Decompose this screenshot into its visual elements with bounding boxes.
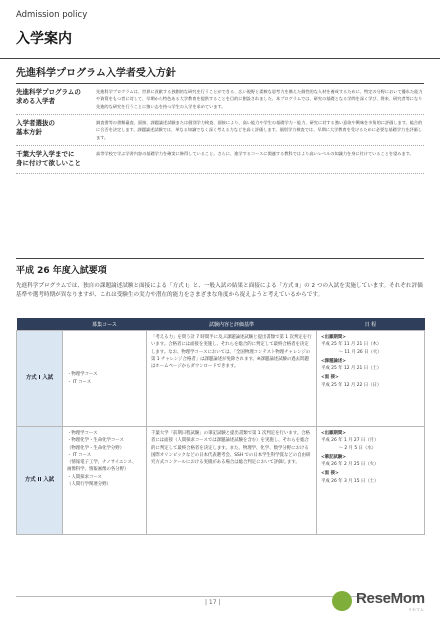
policy-title: 先進科学プログラム入学者受入方針 [16,64,424,84]
schedule-date: 平成 25 年 11 月 21 日（木） [321,342,382,348]
policy-row-label: 千葉大学入学までに 身に付けて欲しいこと [16,150,81,168]
schedule-date: 平成 26 年 3 月 15 日（土） [321,478,379,484]
course-item: ・人間探求コース （人間行学関連分野） [67,474,111,487]
schedule-heading: <課題論述> [321,358,346,364]
schedule-heading: <面 接> [321,375,339,381]
exam-guide-section [16,258,424,300]
schedule-heading: <出願期間> [321,431,346,436]
header-cell: 日 程 [317,318,425,331]
header-cell: 募集コース [63,318,147,331]
admission-policy-section [16,64,424,174]
exam-title: 平成 26 年度入試要項 [16,258,424,280]
schedule-heading: <筆記試験> [321,454,346,460]
schedule-block [321,470,420,485]
method-cell: 方式 II 入試 [17,427,63,535]
schedule-block [321,454,420,469]
schedule-date: ～ 11 月 26 日（火） [321,349,382,355]
policy-row-text: 調査書等の書類審査、面接、課題論述試験または個別学力検査、面接により、高い能力や学生の基礎学力・能力、研究に対する強い意欲や興味を多角的に評価します。総合的に合否を決定します。課題論述試験では、単なる知識でなく深く考える力などを高く評価します。個別学力検査では、早期に大学教育を受けるために必要な基礎学力を評価します。 [96,120,423,140]
policy-row [16,84,424,115]
course-item: ・ IT コース （情報電子工学、ナノサイエンス、 画像科学、情報画像の各分野） [67,452,137,473]
policy-row-label: 入学者選抜の 基本方針 [16,119,55,137]
schedule-date: 平成 25 年 12 月 22 日（日） [321,382,382,388]
schedule-date: 平成 26 年 2 月 25 日（火） [321,462,379,468]
course-cell [63,427,147,535]
course-item: ・物理学コース [67,431,98,436]
schedule-date: 平成 25 年 12 月 21 日（土） [321,366,382,372]
schedule-heading: <出願期間> [321,335,346,340]
section-label: Admission policy [16,10,88,20]
schedule-block [321,430,420,452]
logo-text: ReseMom [356,590,425,607]
schedule-block [321,334,420,356]
policy-row-label: 先進科学プログラムの 求める入学者 [16,88,81,106]
policy-row [16,146,424,174]
header-cell [17,318,63,331]
course-cell [63,331,147,427]
page-header [0,0,440,59]
schedule-block [321,358,420,373]
policy-row-text: 高等学校で学ぶ学習内容の基礎学力を確実に修得していること。さらに、進学するコースに関連する教科ではより高いレベルの知識力を身に付けていることを望みます。 [96,151,414,157]
table-row [17,331,425,427]
exam-table-header [17,318,425,331]
policy-row-text: 先進科学プログラムは、世界に貢献する独創的な研究を行うことができる、広い視野と柔軟な思考力を備えた個性的な人材を養成するために、特定の分野において優れた能力や資質をもつ者に対して、早期から特色ある大学教育を提供することを目的に創設されました。本プログラムでは、研究の基礎となる学問を深く学び、将来、研究者等になり先進的な研究を行うことに強い志を持つ学生の入学を求めています。 [96,89,423,109]
course-item: ・物理学コース [67,372,98,378]
exam-intro: 先進科学プログラムでは、独自の課題論述試験と面接による「方式 I」と、一般入試の結果と面接による「方式 II」の 2 つの入試を実施しています。それぞれ評価基準や選考時期が異なりますが、これは受験生の実力や潜在的能力をさまざまな角度から捉えようと考えているからです。 [16,283,423,298]
resemom-logo-icon [332,591,352,611]
exam-table [16,318,425,535]
page-title: 入学案内 [16,31,72,47]
resemom-logo [332,586,432,616]
logo-subtext: リセマム [408,607,424,612]
content-cell: 「考える力」を問う計 7 時間半に及ぶ課題論述試験と提出書類で第 1 次判定を行います。合格者には面接を実施し、それらを総合的に判定して最終合格者を決定します。なお、物理学コースにおいては、「全国物理コンテスト物理チャレンジの第 1 チャレンジ合格者」は課題論述が免除されます。※課題論述試験の過去問題はホームページからダウンロードできます。 [147,331,317,427]
schedule-date: 平成 26 年 1 月 27 日（月） [321,438,379,444]
schedule-cell [317,331,425,427]
method-cell: 方式 I 入試 [17,331,63,427]
course-item: ・ IT コース [67,379,92,385]
header-cell: 試験内容と評価基準 [147,318,317,331]
schedule-date: ～ 2 月 5 日（水） [321,445,377,451]
course-item: ・物理化学・生命化学コース （物理化学・生命化学分野） [67,438,125,451]
policy-row [16,115,424,146]
schedule-cell [317,427,425,535]
table-row [17,427,425,535]
schedule-heading: <面 接> [321,471,339,477]
page-number: | 17 | [205,599,221,606]
schedule-block [321,374,420,389]
content-cell: 千葉大学「前期日程試験」の筆記試験と提出書類で第 1 次判定を行います。合格者には面接（人間探求コースでは課題論述試験を含む）を実施し、それらを総合的に判定して最終合格者を決定します。また、物理学、化学、数学分野における国際オリンピックなどの日本代表選考会、SSH での日本学生科学賞などの自由研究方式コンクールにおける実績がある場合は総合判定において評価します。 [147,427,317,535]
